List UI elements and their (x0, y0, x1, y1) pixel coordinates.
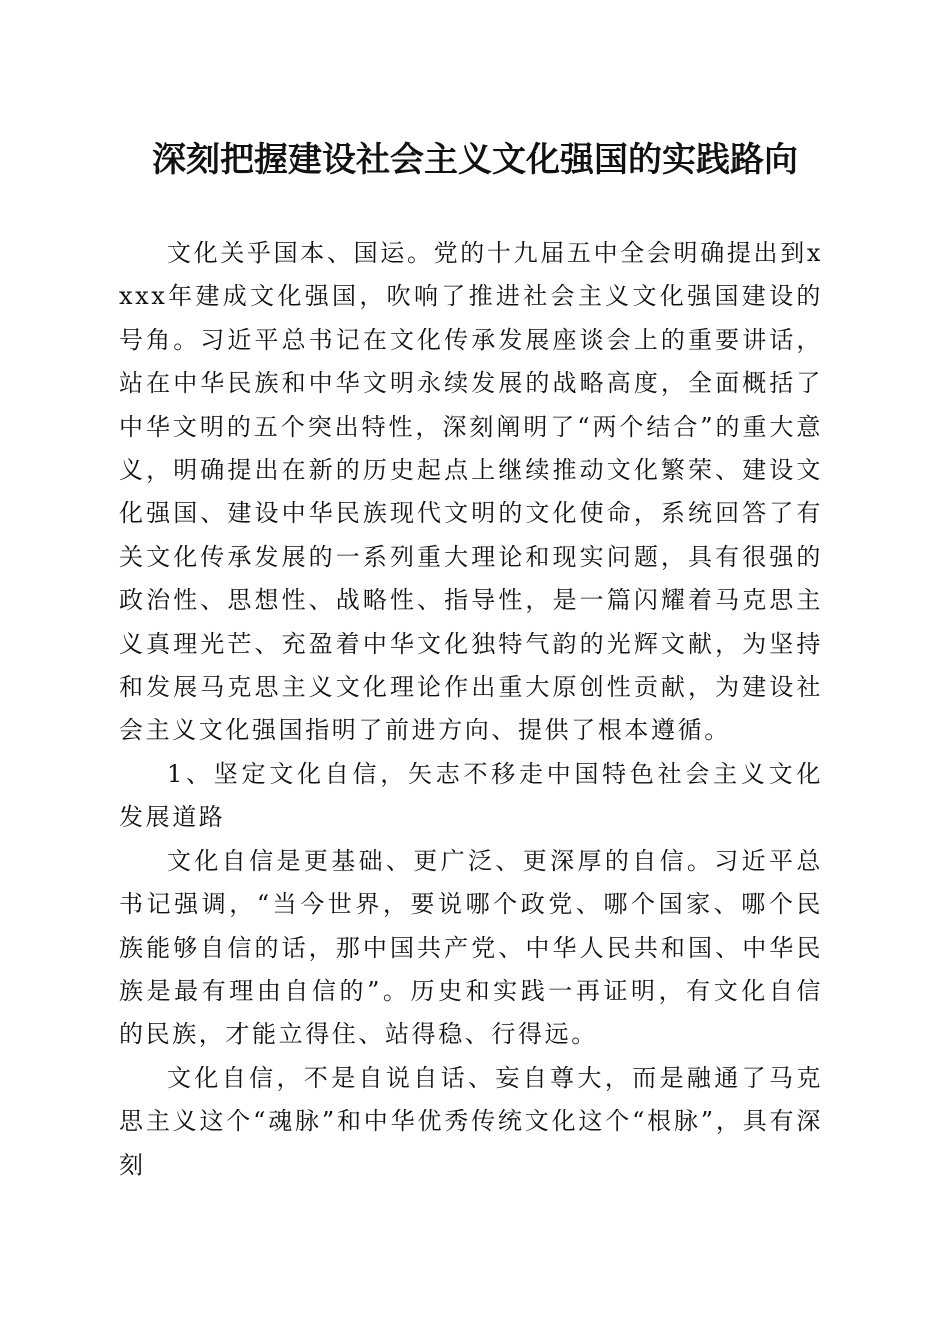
document-body (119, 232, 823, 1187)
paragraph-cultural-confidence-2: 文化自信，不是自说自话、妄自尊大，而是融通了马克思主义这个“魂脉”和中华优秀传统文化这个“根脉”，具有深刻 (119, 1063, 823, 1179)
paragraph-intro: 文化关乎国本、国运。党的十九届五中全会明确提出到xxxx年建成文化强国，吹响了推进社会主义文化强国建设的号角。习近平总书记在文化传承发展座谈会上的重要讲话，站在中华民族和中华文明永续发展的战略高度，全面概括了中华文明的五个突出特性，深刻阐明了“两个结合”的重大意义，明确提出在新的历史起点上继续推动文化繁荣、建设文化强国、建设中华民族现代文明的文化使命，系统回答了有关文化传承发展的一系列重大理论和现实问题，具有很强的政治性、思想性、战略性、指导性，是一篇闪耀着马克思主义真理光芒、充盈着中华文化独特气韵的光辉文献，为坚持和发展马克思主义文化理论作出重大原创性贡献，为建设社会主义文化强国指明了前进方向、提供了根本遵循。 (119, 239, 823, 745)
document-title: 深刻把握建设社会主义文化强国的实践路向 (152, 140, 798, 180)
section-heading-1: 1、坚定文化自信，矢志不移走中国特色社会主义文化发展道路 (119, 759, 823, 832)
paragraph-cultural-confidence: 文化自信是更基础、更广泛、更深厚的自信。习近平总书记强调，“当今世界，要说哪个政党、哪个国家、哪个民族能够自信的话，那中国共产党、中华人民共和国、中华民族是最有理由自信的”。历史和实践一再证明，有文化自信的民族，才能立得住、站得稳、行得远。 (119, 846, 823, 1049)
